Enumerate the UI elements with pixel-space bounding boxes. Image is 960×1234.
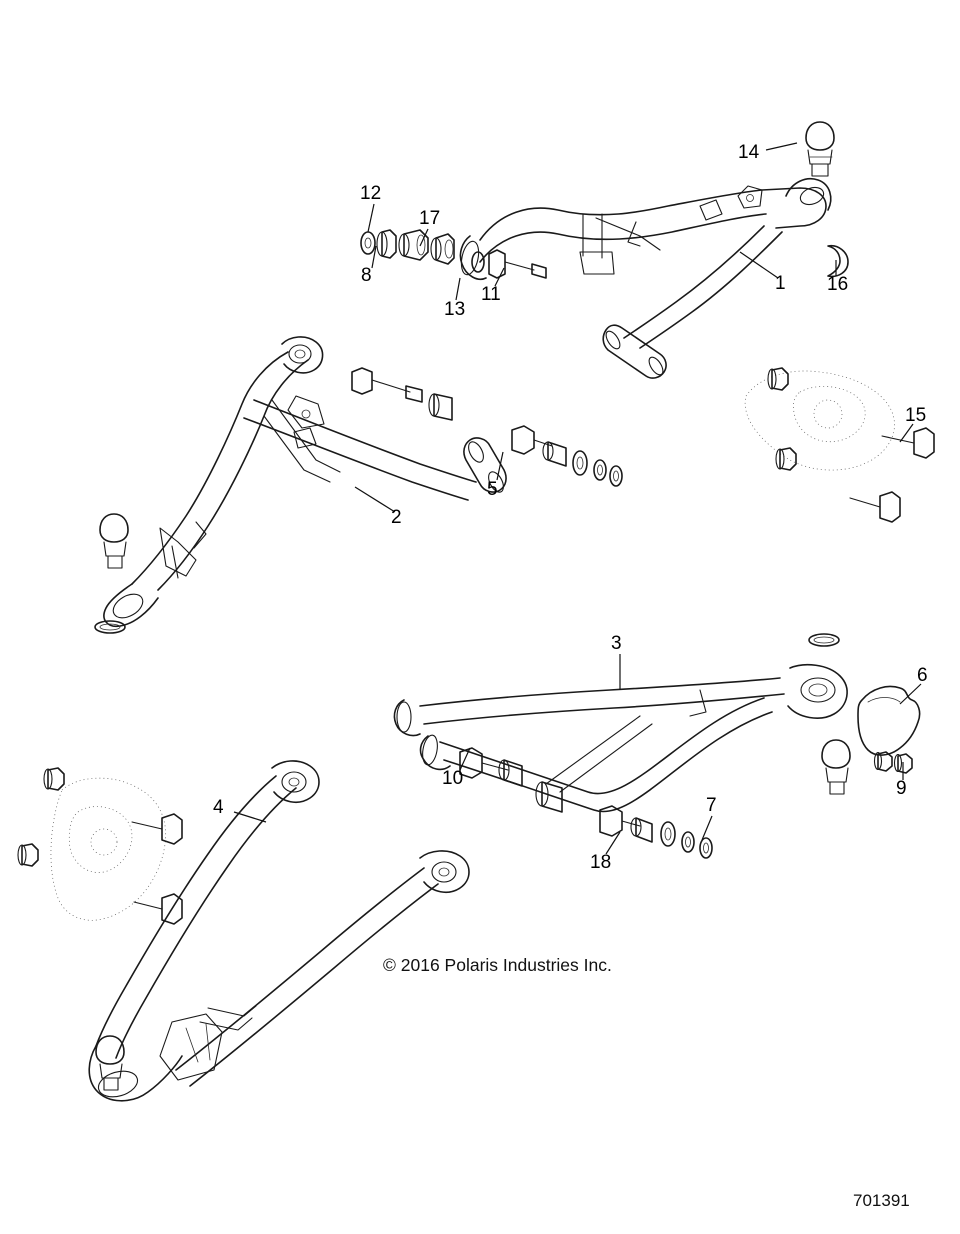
callout-1: 1 <box>775 273 786 294</box>
o-ring-lower-left <box>95 621 125 633</box>
callout-leaders <box>234 143 921 854</box>
callout-3: 3 <box>611 633 622 654</box>
callout-15: 15 <box>905 405 927 426</box>
hardware-stack-lower <box>460 748 712 858</box>
copyright-notice: © 2016 Polaris Industries Inc. <box>383 955 612 975</box>
callout-17: 17 <box>419 208 441 229</box>
ball-joint-14 <box>806 122 834 176</box>
callout-11: 11 <box>481 284 501 305</box>
callout-6: 6 <box>917 665 928 686</box>
callout-16: 16 <box>827 274 849 295</box>
ball-joint-lower-left <box>100 514 128 568</box>
control-arm-2 <box>104 337 507 626</box>
guard-plate-6 <box>858 687 920 756</box>
callout-13: 13 <box>444 299 466 320</box>
diagram-part-number: 701391 <box>853 1191 910 1210</box>
control-arm-3 <box>394 665 850 812</box>
knuckle-casting-left <box>18 768 182 924</box>
callout-5: 5 <box>487 479 498 500</box>
control-arm-4 <box>89 761 469 1101</box>
callout-14: 14 <box>738 142 760 163</box>
knuckle-casting-right <box>745 368 934 522</box>
callout-4: 4 <box>213 797 224 818</box>
callout-12: 12 <box>360 183 382 204</box>
callout-8: 8 <box>361 265 372 286</box>
nuts-9 <box>875 752 913 773</box>
callout-9: 9 <box>896 778 907 799</box>
o-ring-upper-right-3 <box>809 634 839 646</box>
snap-ring-16 <box>828 246 848 277</box>
callout-10: 10 <box>442 768 464 789</box>
callout-7: 7 <box>706 795 717 816</box>
hardware-stack-upper <box>361 230 546 278</box>
hardware-stack-mid <box>352 368 622 486</box>
callout-18: 18 <box>590 852 612 873</box>
callout-2: 2 <box>391 507 402 528</box>
